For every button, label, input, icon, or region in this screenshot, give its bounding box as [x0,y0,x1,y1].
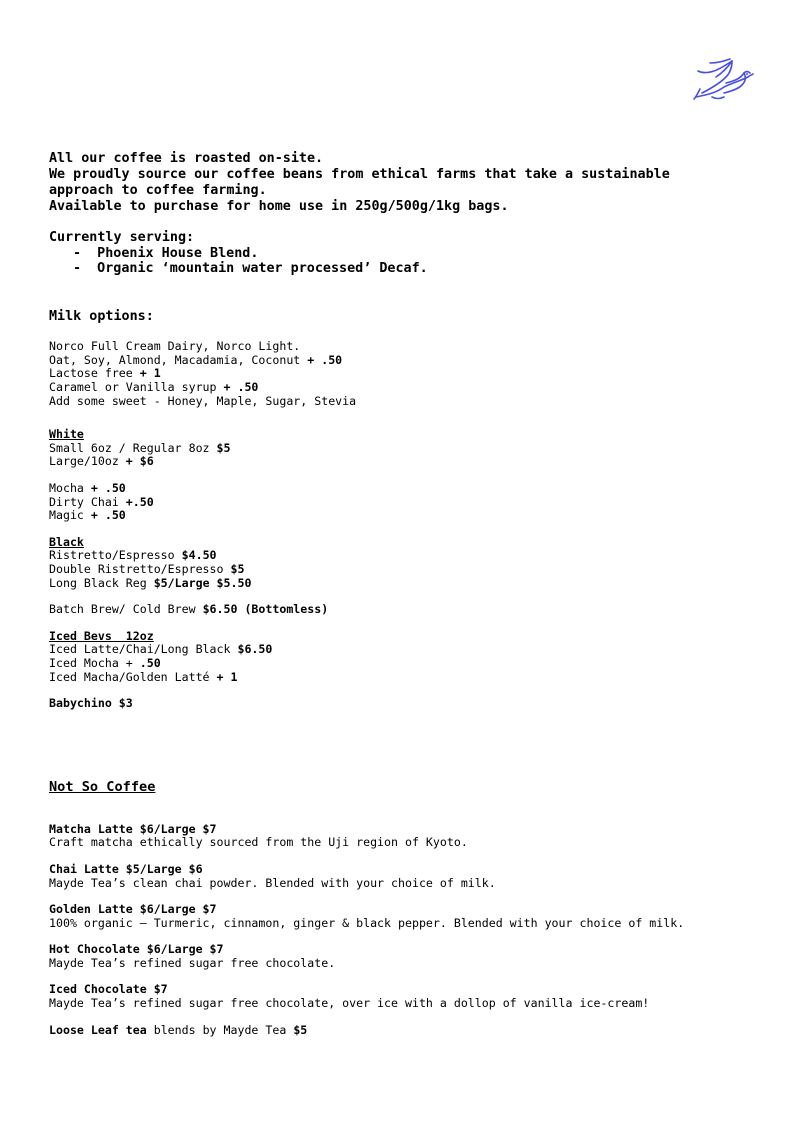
white-heading: White [49,427,84,442]
menu-row: Small 6oz / Regular 8oz $5 [49,440,231,455]
babychino-row: Babychino $3 [49,696,133,711]
milk-line: Lactose free + 1 [49,366,161,381]
item-description: 100% organic – Turmeric, cinnamon, ginger & black pepper. Blended with your choice of milk. [49,915,685,930]
intro-line-1: All our coffee is roasted on-site. [49,151,324,166]
milk-line: Add some sweet - Honey, Maple, Sugar, Stevia [49,393,357,408]
not-coffee-item [49,863,769,890]
serving-item: - Phoenix House Blend. [73,245,259,261]
item-description: Mayde Tea’s refined sugar free chocolate, over ice with a dollop of vanilla ice-cream! [49,996,650,1011]
menu-row: Iced Macha/Golden Latté + 1 [49,669,238,684]
not-coffee-item [49,943,769,970]
item-title: Hot Chocolate $6/Large $7 [49,942,224,957]
menu-row: Long Black Reg $5/Large $5.50 [49,575,252,590]
menu-page [49,151,769,1037]
menu-row: Dirty Chai +.50 [49,494,154,509]
not-coffee-item [49,903,769,930]
milk-line: Norco Full Cream Dairy, Norco Light. [49,339,301,354]
black-heading: Black [49,534,84,549]
iced-heading: Iced Bevs 12oz [49,628,154,643]
menu-row: Ristretto/Espresso $4.50 [49,548,217,563]
milk-heading: Milk options: [49,309,154,325]
menu-row: Large/10oz + $6 [49,454,154,469]
bird-logo-icon [692,53,754,103]
menu-row: Double Ristretto/Espresso $5 [49,561,245,576]
item-description: Mayde Tea’s clean chai powder. Blended with your choice of milk. [49,875,496,890]
menu-row: Iced Mocha + .50 [49,655,161,670]
milk-line: Caramel or Vanilla syrup + .50 [49,380,259,395]
serving-heading: Currently serving: [49,229,195,245]
intro-line-3: approach to coffee farming. [49,182,267,198]
milk-line: Oat, Soy, Almond, Macadamia, Coconut + .50 [49,352,343,367]
intro-line-4: Available to purchase for home use in 250g/500g/1kg bags. [49,198,509,214]
intro-line-2: We proudly source our coffee beans from ethical farms that take a sustainable [49,166,670,182]
menu-row: Iced Latte/Chai/Long Black $6.50 [49,642,273,657]
not-coffee-item [49,823,769,850]
menu-row: Mocha + .50 [49,481,126,495]
item-description: Mayde Tea’s refined sugar free chocolate. [49,955,336,970]
not-so-coffee-heading: Not So Coffee [49,778,156,795]
item-title: Matcha Latte $6/Large $7 [49,821,217,836]
menu-row: Batch Brew/ Cold Brew $6.50 (Bottomless) [49,602,329,617]
menu-row: Magic + .50 [49,508,126,523]
item-title: Iced Chocolate $7 [49,982,168,997]
serving-list [49,246,769,278]
not-coffee-item [49,983,769,1010]
serving-item: - Organic ‘mountain water processed’ Decaf. [73,261,428,277]
item-title: Chai Latte $5/Large $6 [49,861,203,876]
item-title: Golden Latte $6/Large $7 [49,902,217,917]
loose-leaf-row: Loose Leaf tea blends by Mayde Tea $5 [49,1022,308,1037]
item-description: Craft matcha ethically sourced from the Uji region of Kyoto. [49,835,468,850]
